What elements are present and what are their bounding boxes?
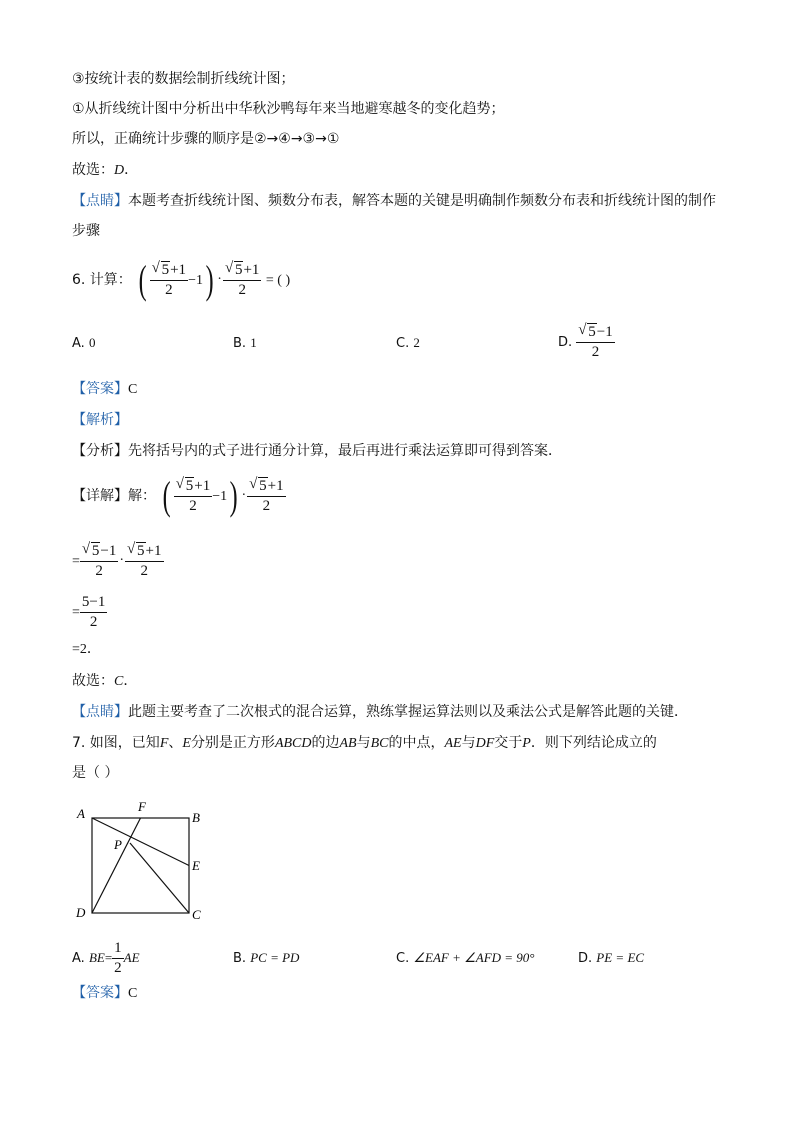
right-paren: ) — [229, 473, 238, 518]
label-b: B — [192, 810, 200, 825]
answer-value: C — [128, 986, 138, 1001]
option-a: A. BE= $\frac{1}{2}$ AE — [72, 940, 140, 976]
xiangjie-text: 解： — [128, 488, 156, 504]
text-line: ③按统计表的数据绘制折线统计图； — [72, 71, 295, 87]
question-6-prefix: 6. 计算： — [72, 272, 132, 288]
fraction: √ 5+1 2 — [175, 475, 211, 514]
minus-one: −1 — [212, 489, 228, 504]
choice-suffix: ． — [124, 162, 139, 178]
choice-line: 故选：C． — [72, 673, 138, 689]
answer-value: C — [128, 382, 138, 397]
choice-answer: D — [114, 163, 125, 178]
solution-step-3: =2． — [72, 642, 101, 657]
left-paren: ( — [138, 257, 147, 302]
segment-ae — [92, 818, 189, 866]
dianjing-text: 此题主要考查了二次根式的混合运算，熟练掌握运算法则以及乘法公式是解答此题的关键． — [128, 704, 688, 720]
option-d: D. √ 5−1 2 — [558, 322, 613, 360]
choice-line — [72, 161, 138, 180]
label-e: E — [192, 858, 200, 873]
solution-line — [72, 471, 286, 521]
equals-blank: = ( ) — [265, 273, 291, 288]
fenxi-text: 先将括号内的式子进行通分计算，最后再进行乘法运算即可得到答案． — [128, 443, 562, 459]
segment-df — [92, 818, 141, 913]
answer-line — [72, 380, 137, 399]
option-c: C. 2 — [396, 335, 420, 351]
dot-operator: · — [241, 488, 247, 503]
choice-prefix: 故选： — [72, 162, 114, 178]
dianjing-text: 本题考查折线统计图、频数分布表，解答本题的关键是明确制作频数分布表和折线统计图的制作 — [128, 193, 716, 209]
segment-pc — [130, 843, 189, 913]
fraction: $\frac{5-1}{2}$ — [81, 593, 106, 630]
answer-tag: 【答案】 — [72, 381, 128, 397]
label-p: P — [114, 837, 122, 852]
jiexi-line — [72, 411, 128, 429]
dianjing-tag: 【点睛】 — [72, 704, 128, 720]
text-line: 所以，正确统计步骤的顺序是②→④→③→① — [72, 131, 340, 147]
option-d: D. PE = EC — [578, 950, 645, 966]
dianjing-line — [72, 192, 716, 210]
dianjing-line — [72, 703, 688, 721]
fenxi-line — [72, 442, 562, 460]
label-c: C — [192, 907, 201, 922]
square-abcd — [92, 818, 189, 913]
minus-one: −1 — [188, 273, 203, 288]
fraction: √ 5−1 2 — [81, 540, 117, 579]
xiangjie-tag: 【详解】 — [72, 488, 128, 504]
fraction: √ 5+1 2 — [249, 475, 284, 514]
answer-tag: 【答案】 — [72, 985, 128, 1001]
fraction: √ 5+1 2 — [224, 259, 260, 298]
dot-operator: · — [217, 272, 222, 287]
question-6 — [72, 255, 290, 305]
question-7-line-2: 是（ ） — [72, 765, 119, 781]
label-a: A — [77, 806, 85, 821]
fraction: √ 5−1 2 — [578, 322, 613, 360]
fenxi-tag: 【分析】 — [72, 443, 128, 459]
option-b: B. 1 — [233, 335, 257, 351]
text-line: 步骤 — [72, 223, 100, 239]
option-c: C. ∠EAF + ∠AFD = 90° — [396, 950, 535, 966]
label-d: D — [76, 905, 86, 920]
right-paren: ) — [205, 257, 214, 302]
text-line: ①从折线统计图中分析出中华秋沙鸭每年来当地避寒越冬的变化趋势； — [72, 101, 505, 117]
solution-step-2: = $\frac{5-1}{2}$ — [72, 593, 106, 630]
solution-step-1: = √ 5−1 2 · √ 5+1 2 — [72, 540, 162, 579]
question-7-line-1: 7. 如图，已知F、E分别是正方形ABCD的边AB与BC的中点，AE与DF交于P．则下列结论成立的 — [72, 735, 657, 751]
option-b: B. PC = PD — [233, 950, 300, 966]
option-a: A. 0 — [72, 335, 96, 351]
answer-line — [72, 984, 137, 1003]
square-figure — [70, 798, 220, 926]
jiexi-tag: 【解析】 — [72, 412, 128, 428]
label-f: F — [138, 799, 146, 814]
fraction: √ 5+1 2 — [127, 540, 162, 579]
left-paren: ( — [163, 473, 172, 518]
dianjing-tag: 【点睛】 — [72, 193, 128, 209]
fraction: √ 5+1 2 — [151, 259, 187, 298]
